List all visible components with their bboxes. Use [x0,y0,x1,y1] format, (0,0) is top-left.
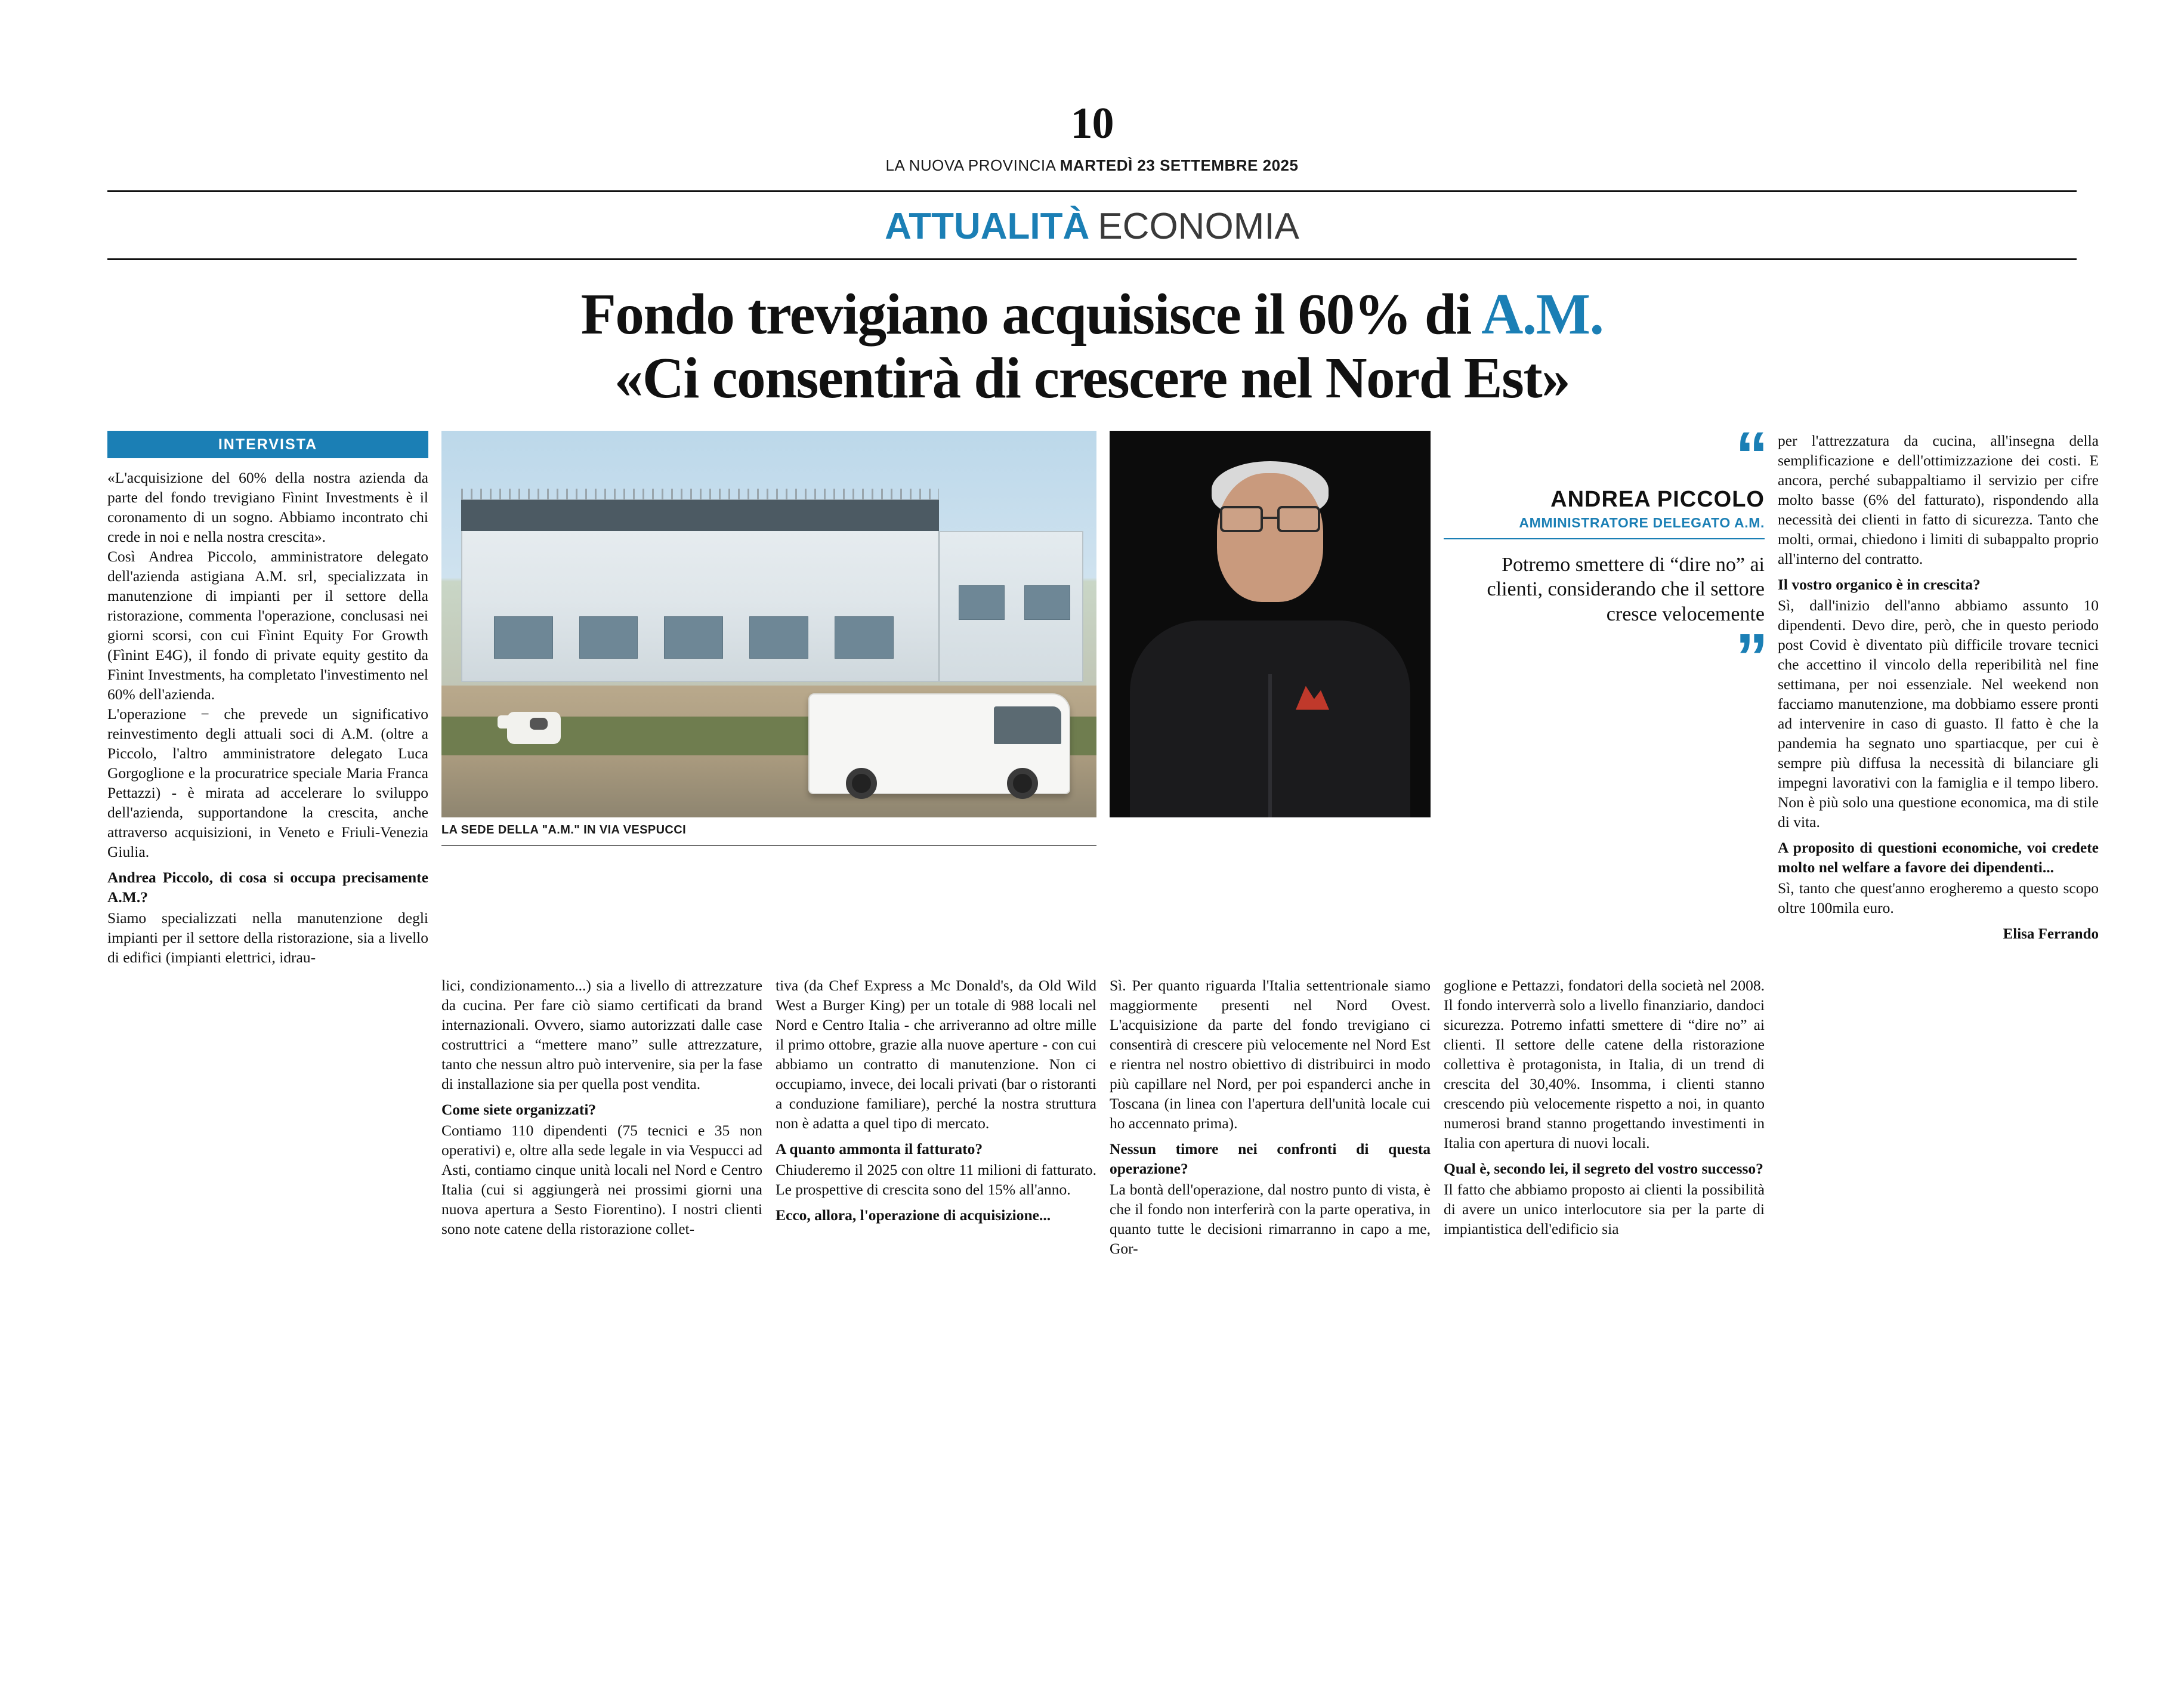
paragraph: per l'attrezzatura da cucina, all'insegna della semplificazione e dell'ottimizzazione dei costi. E ancora, perché subappaltiamo il servizio per cifre molto basse (6% del fatturato), rispondendo alla necessità dei clienti in fatto di sicurezza. Tanto che molti, ormai, chiedono i limiti di subappalto proprio all'interno del contratto. [1778,431,2099,567]
paragraph: Sì, dall'inizio dell'anno abbiamo assunto 10 dipendenti. Devo dire, però, che in questo periodo post Covid è diventato più difficile trovare tecnici che accettino il vincolo della reperibilità nel fine settimana, per noi essenziale. Nel weekend non facciamo manutenzione, ma dobbiamo essere pronti ad intervenire in caso di guasto. Il fatto è che la pandemia ha segnato uno spartiacque, per cui è sempre più diffusa la necessità di bilanciare gli impegni lavorativi con la famiglia e il tempo libero. Non è più solo una questione economica, ma di stile di vita. [1778,596,2099,831]
column-3-text [776,976,1096,1225]
section-subkicker: ECONOMIA [1098,206,1299,247]
photo-building-band [461,500,940,531]
photo-van [808,693,1070,794]
section-header [107,192,2077,260]
paragraph: Chiuderemo il 2025 con oltre 11 milioni di fatturato. Le prospettive di crescita sono del 15% all'anno. [776,1161,1096,1199]
photo-window [835,616,894,659]
article-lower-band [441,976,1765,1258]
paragraph: Così Andrea Piccolo, amministratore delegato dell'azienda astigiana A.M. srl, specializzata in manutenzione di impianti per il settore della ristorazione, commenta l'operazione, conclusasi nei giorni scorsi, con cui Fìnint Equity For Growth (Fìnint E4G), il fondo di private equity gestito da Fìnint Investments, ha completato l'investimento nel 60% dell'azienda. [107,547,428,703]
section-kicker: ATTUALITÀ [885,206,1090,247]
column-2 [441,976,762,1258]
quote-text: Potremo smettere di “dire no” ai clienti, considerando che il settore cresce velocemente [1487,553,1765,625]
photo-cow-spot [530,718,548,730]
column-4-text [1110,976,1431,1258]
interview-question: Andrea Piccolo, di cosa si occupa precisamente A.M.? [107,868,428,906]
photo-window [494,616,553,659]
paragraph: Sì. Per quanto riguarda l'Italia settentrionale siamo maggiormente presenti nel Nord Ovest. L'acquisizione da parte del fondo trevigiano ci consentirà di crescere più velocemente nel Nord Est e rientra nel nostro obiettivo di distribuirci in modo più capillare nel Nord, per poi espanderci anche in Toscana (in linea con l'apertura dell'unità locale cui ho accennato prima). [1110,977,1431,1132]
interview-question: Come siete organizzati? [441,1101,597,1119]
photo-window [664,616,723,659]
masthead [107,0,2077,175]
quote-author-role: AMMINISTRATORE DELEGATO A.M. [1444,515,1765,539]
quote-open-icon: “ [1735,418,1765,492]
headline-line-1 [107,284,2077,345]
headquarters-photo [441,431,1096,817]
interview-badge: INTERVISTA [107,431,428,458]
paragraph: Contiamo 110 dipendenti (75 tecnici e 35 non operativi) e, oltre alla sede legale in via Vespucci ad Asti, contiamo cinque unità locali nel Nord e Centro Italia (cui si aggiungerà nei prossimi giorni una nuova apertura a Sesto Fiorentino). I nostri clienti sono note catene della ristorazione collet- [441,1122,762,1238]
glasses-icon [1220,506,1320,532]
column-1-text [107,468,428,967]
photo-window [959,585,1005,620]
photo-window [579,616,638,659]
byline: Elisa Ferrando [2003,926,2099,942]
photo-cow [507,712,561,744]
interview-question: Ecco, allora, l'operazione di acquisizione... [776,1206,1051,1224]
quote-author-name: ANDREA PICCOLO [1550,486,1765,512]
paper-name: LA NUOVA PROVINCIA [885,156,1056,174]
issue-date: MARTEDÌ 23 SETTEMBRE 2025 [1059,156,1299,174]
paragraph: Il fatto che abbiamo proposto ai clienti la possibilità di avere un unico interlocutore sia per la parte di impiantistica dell'edificio sia [1444,1181,1765,1238]
photo-window [749,616,808,659]
article-headline [107,260,2077,425]
photo-roof-rail [461,489,940,501]
article-top-band [107,418,2099,967]
column-5 [1444,976,1765,1258]
headline-highlight: A.M. [1481,282,1604,346]
photo-van-wheel [846,768,877,799]
headline-line-1-text: Fondo trevigiano acquisisce il 60% di [580,282,1482,346]
column-pullquote [1444,418,1765,967]
masthead-line [107,156,2077,175]
paragraph: L'operazione − che prevede un significativo reinvestimento degli attuali soci di A.M. (oltre a Piccolo, l'altro amministratore delegato Luca Gorgoglione e la procuratrice speciale Maria Franca Pettazzi) - è mirata ad accelerare lo sviluppo dell'azienda, supportandone la crescita, anche attraverso acquisizioni, in Veneto e Friuli-Venezia Giulia. [107,705,428,860]
paragraph: Siamo specializzati nella manutenzione degli impianti per il settore della ristorazione, sia a livello di edifici (impianti elettrici, idrau- [107,909,428,966]
paragraph: tiva (da Chef Express a Mc Donald's, da Old Wild West a Burger King) per un totale di 988 locali nel Nord e Centro Italia - che arriveranno ad oltre mille il primo ottobre, grazie alla nuove aperture - con cui abbiamo un contratto di manutenzione. Non ci occupiamo, invece, dei locali privati (bar o ristoranti a conduzione familiare), perché la nostra struttura non è adatta a quel tipo di mercato. [776,977,1096,1132]
portrait-photo [1110,431,1431,817]
portrait-body [1130,621,1410,817]
portrait-face [1217,473,1323,602]
photo-caption: LA SEDE DELLA "A.M." IN VIA VESPUCCI [441,817,1096,846]
portrait-zipper [1268,674,1272,817]
photo-window [1024,585,1070,620]
headline-line-2: «Ci consentirà di crescere nel Nord Est» [614,345,1570,410]
quote-close-icon: ” [1735,621,1765,694]
paragraph: Sì, tanto che quest'anno erogheremo a questo scopo oltre 100mila euro. [1778,879,2099,916]
column-4 [1110,976,1431,1258]
column-photo [441,431,1096,967]
column-3 [776,976,1096,1258]
paragraph: «L'acquisizione del 60% della nostra azienda da parte del fondo trevigiano Fìnint Investments è il coronamento di un sogno. Abbiamo incontrato chi crede in noi e nella nostra crescita». [107,468,428,545]
interview-question: Il vostro organico è in crescita? [1778,575,1981,593]
photo-block [441,431,1096,846]
column-1 [107,431,428,967]
column-5-text [1444,976,1765,1239]
column-6-text [1778,431,2099,918]
photo-van-window [994,706,1061,743]
page-number: 10 [1070,99,1114,148]
photo-van-wheel [1007,768,1038,799]
column-6 [1778,431,2099,967]
interview-question: Nessun timore nei confronti di questa operazione? [1110,1140,1431,1178]
paragraph: La bontà dell'operazione, dal nostro punto di vista, è che il fondo non interferirà con la parte operativa, in quanto tutte le decisioni rimarranno in capo a me, Gor- [1110,1181,1431,1258]
interview-question: Qual è, secondo lei, il segreto del vostro successo? [1444,1160,1763,1178]
interview-question: A proposito di questioni economiche, voi credete molto nel welfare a favore dei dipendenti... [1778,838,2099,876]
paragraph: goglione e Pettazzi, fondatori della società nel 2008. Il fondo interverrà solo a livello finanziario, dandoci sicurezza. Potremo infatti smettere di “dire no” ai clienti. Il settore delle catene della ristorazione collettiva è protagonista, in Italia, di un trend di crescita del 30,40%. Insomma, i clienti stanno crescendo più velocemente rispetto a noi, in quanto numerosi brand stanno progettando investimenti in Italia con apertura di nuovi locali. [1444,977,1765,1152]
interview-question: A quanto ammonta il fatturato? [776,1140,983,1158]
column-portrait [1110,431,1431,967]
pullquote [1444,418,1765,694]
column-2-text [441,976,762,1239]
paragraph: lici, condizionamento...) sia a livello di attrezzature da cucina. Per fare ciò siamo certificati da brand internazionali. Ovvero, siamo autorizzati dalle case costruttrici a “mettere mano” sulle attrezzature, tanto che nessun altro può intervenire, sia per la fase di installazione sia per quella post vendita. [441,977,762,1093]
